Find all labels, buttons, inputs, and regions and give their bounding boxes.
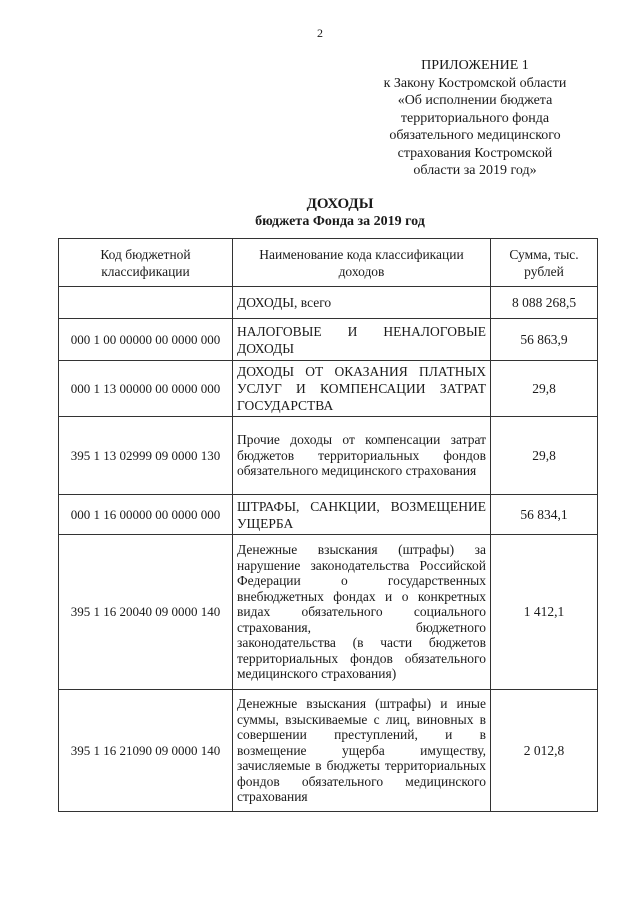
table-row — [59, 495, 598, 535]
page-number: 2 — [317, 26, 323, 40]
income-table — [58, 238, 598, 812]
table-row — [59, 417, 598, 495]
row-sum: 56 834,1 — [491, 495, 598, 535]
row-code: 395 1 13 02999 09 0000 130 — [59, 417, 233, 495]
row-name: ДОХОДЫ ОТ ОКАЗАНИЯ ПЛАТНЫХ УСЛУГ И КОМПЕНСАЦИИ ЗАТРАТ ГОСУДАРСТВА — [233, 361, 491, 417]
table-row — [59, 361, 598, 417]
table-row — [59, 319, 598, 361]
row-code: 000 1 13 00000 00 0000 000 — [59, 361, 233, 417]
row-name: НАЛОГОВЫЕ И НЕНАЛОГОВЫЕ ДОХОДЫ — [233, 319, 491, 361]
row-sum: 29,8 — [491, 417, 598, 495]
header-code: Код бюджетной классификации — [59, 239, 233, 287]
row-sum: 29,8 — [491, 361, 598, 417]
row-name: Денежные взыскания (штрафы) и иные суммы, взыскиваемые с лиц, виновных в совершении преступлений, и в возмещение ущерба имуществу, зачисляемые в бюджеты территориальных фондов обязательного медицинского страхования — [233, 690, 491, 812]
appendix-block — [355, 57, 595, 180]
row-name: Денежные взыскания (штрафы) за нарушение законодательства Российской Федерации о государственных внебюджетных фондах и о конкретных видах обязательного социального страхования, бюджетного законодательства (в части бюджетов территориальных фондов обязательного медицинского страхования) — [233, 535, 491, 690]
row-sum: 56 863,9 — [491, 319, 598, 361]
row-code — [59, 287, 233, 319]
header-sum: Сумма, тыс. рублей — [491, 239, 598, 287]
document-heading — [0, 196, 640, 230]
table-row — [59, 690, 598, 812]
table-row — [59, 287, 598, 319]
document-subtitle: бюджета Фонда за 2019 год — [255, 214, 425, 229]
row-code: 395 1 16 20040 09 0000 140 — [59, 535, 233, 690]
row-code: 395 1 16 21090 09 0000 140 — [59, 690, 233, 812]
row-sum: 2 012,8 — [491, 690, 598, 812]
document-title: ДОХОДЫ — [306, 196, 374, 212]
appendix-line: обязательного медицинского — [389, 128, 561, 143]
row-name: Прочие доходы от компенсации затрат бюджетов территориальных фондов обязательного медицинского страхования — [233, 417, 491, 495]
row-name: ШТРАФЫ, САНКЦИИ, ВОЗМЕЩЕНИЕ УЩЕРБА — [233, 495, 491, 535]
table-row — [59, 535, 598, 690]
row-code: 000 1 00 00000 00 0000 000 — [59, 319, 233, 361]
row-sum: 1 412,1 — [491, 535, 598, 690]
row-name: ДОХОДЫ, всего — [233, 287, 491, 319]
appendix-line: «Об исполнении бюджета — [397, 93, 553, 108]
appendix-line: территориального фонда — [400, 110, 550, 126]
appendix-line: ПРИЛОЖЕНИЕ 1 — [421, 58, 529, 73]
row-sum: 8 088 268,5 — [491, 287, 598, 319]
header-name: Наименование кода классификации доходов — [233, 239, 491, 287]
appendix-line: страхования Костромской — [397, 145, 553, 161]
appendix-line: области за 2019 год» — [413, 163, 537, 178]
row-code: 000 1 16 00000 00 0000 000 — [59, 495, 233, 535]
appendix-line: к Закону Костромской области — [383, 75, 567, 91]
table-header-row — [59, 239, 598, 287]
